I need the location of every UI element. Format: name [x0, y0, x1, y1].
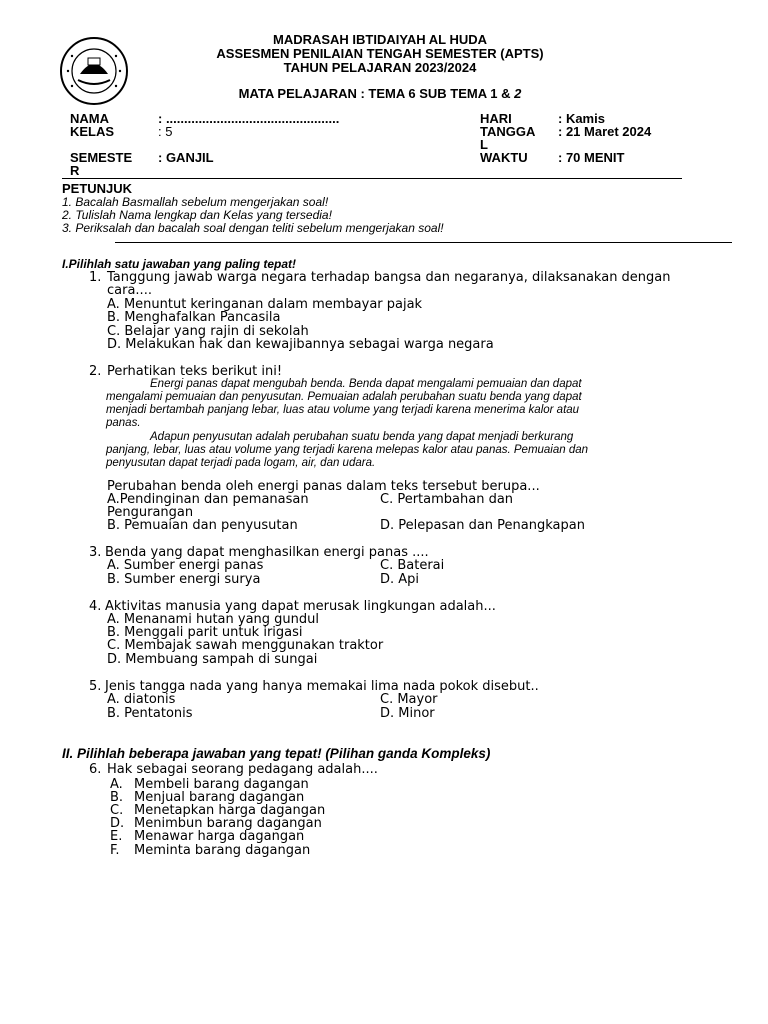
semester-label-wrap: R	[70, 163, 80, 178]
hari-value: : Kamis	[558, 111, 605, 126]
q5-option-c[interactable]: C. Mayor	[380, 692, 438, 707]
q5-option-d[interactable]: D. Minor	[380, 706, 435, 721]
q3-text: Benda yang dapat menghasilkan energi panas ....	[105, 545, 429, 560]
instructions-title: PETUNJUK	[62, 181, 133, 196]
instruction-item: 2. Tulislah Nama lengkap dan Kelas yang tersedia!	[62, 208, 332, 222]
q1-option-d[interactable]: D. Melakukan hak dan kewajibannya sebagai warga negara	[107, 337, 494, 352]
q3-option-c[interactable]: C. Baterai	[380, 558, 445, 573]
nama-field[interactable]: : ................................................	[158, 111, 340, 126]
q2-option-c[interactable]: C. Pertambahan dan	[380, 492, 514, 507]
q6-option-a[interactable]: A. Membeli barang dagangan	[110, 777, 309, 792]
hari-label: HARI	[480, 111, 512, 126]
q1-text: Tanggung jawab warga negara terhadap bangsa dan negaranya, dilaksanakan dengan	[107, 270, 671, 285]
waktu-label: WAKTU	[480, 150, 528, 165]
q3-number: 3.	[89, 545, 102, 560]
q2-option-a[interactable]: A.Pendinginan dan pemanasan	[107, 492, 309, 507]
q1-text-cont: cara....	[107, 283, 152, 298]
q5-text: Jenis tangga nada yang hanya memakai lima nada pokok disebut..	[105, 679, 539, 694]
q3-option-a[interactable]: A. Sumber energi panas	[107, 558, 264, 573]
tanggal-label: TANGGA	[480, 124, 536, 139]
q6-option-c[interactable]: C. Menetapkan harga dagangan	[110, 803, 326, 818]
q6-text: Hak sebagai seorang pedagang adalah....	[107, 762, 378, 777]
q2-passage-1: Energi panas dapat mengubah benda. Benda dapat mengalami pemuaian dan dapat mengalami pemuaian dan penyusutan. Pemuaian adalah perubahan suatu benda yang dapat menjadi bertambah panjang lebar, luas atau volume yang terjadi karena menerima kalor atau panas.	[106, 378, 582, 429]
q2-number: 2.	[89, 364, 102, 379]
q4-option-b[interactable]: B. Menggali parit untuk irigasi	[107, 625, 303, 640]
q2-text: Perhatikan teks berikut ini!	[107, 364, 283, 379]
q2-option-d[interactable]: D. Pelepasan dan Penangkapan	[380, 518, 585, 533]
q5-option-a[interactable]: A. diatonis	[107, 692, 176, 707]
q6-number: 6.	[89, 762, 102, 777]
q6-option-d[interactable]: D. Menimbun barang dagangan	[110, 816, 322, 831]
kelas-label: KELAS	[70, 124, 115, 139]
q2-option-b[interactable]: B. Pemuaian dan penyusutan	[107, 518, 298, 533]
tanggal-label-wrap: L	[480, 137, 488, 152]
section1-title: I.Pilihlah satu jawaban yang paling tepat!	[62, 257, 297, 271]
q3-option-b[interactable]: B. Sumber energi surya	[107, 572, 261, 587]
subject-title: MATA PELAJARAN : TEMA 6 SUB TEMA 1 & 2	[238, 86, 522, 101]
q6-option-f[interactable]: F. Meminta barang dagangan	[110, 843, 311, 858]
q4-number: 4.	[89, 599, 102, 614]
q4-text: Aktivitas manusia yang dapat merusak lingkungan adalah...	[105, 599, 496, 614]
instruction-item: 1. Bacalah Basmallah sebelum mengerjakan soal!	[62, 195, 329, 209]
q2-option-a-cont[interactable]: Pengurangan	[107, 505, 194, 520]
instructions-divider	[115, 242, 732, 243]
q4-option-a[interactable]: A. Menanami hutan yang gundul	[107, 612, 319, 627]
waktu-value: : 70 MENIT	[558, 150, 625, 165]
tanggal-value: : 21 Maret 2024	[558, 124, 652, 139]
nama-label: NAMA	[70, 111, 109, 126]
q4-option-c[interactable]: C. Membajak sawah menggunakan traktor	[107, 638, 384, 653]
semester-label: SEMESTE	[70, 150, 133, 165]
school-name: MADRASAH IBTIDAIYAH AL HUDA	[272, 32, 488, 47]
q1-number: 1.	[89, 270, 102, 285]
section2-title: II. Pilihlah beberapa jawaban yang tepat! (Pilihan ganda Kompleks)	[62, 746, 491, 761]
q6-option-e[interactable]: E. Menawar harga dagangan	[110, 829, 305, 844]
q1-option-c[interactable]: C. Belajar yang rajin di sekolah	[107, 324, 309, 339]
q3-option-d[interactable]: D. Api	[380, 572, 420, 587]
q1-option-b[interactable]: B. Menghafalkan Pancasila	[107, 310, 281, 325]
q6-option-b[interactable]: B. Menjual barang dagangan	[110, 790, 305, 805]
school-logo	[54, 36, 134, 106]
exam-title: ASSESMEN PENILAIAN TENGAH SEMESTER (APTS)	[216, 46, 544, 61]
academic-year: TAHUN PELAJARAN 2023/2024	[283, 60, 477, 75]
q5-number: 5.	[89, 679, 102, 694]
q5-option-b[interactable]: B. Pentatonis	[107, 706, 193, 721]
q4-option-d[interactable]: D. Membuang sampah di sungai	[107, 652, 318, 667]
instruction-item: 3. Periksalah dan bacalah soal dengan teliti sebelum mengerjakan soal!	[62, 221, 444, 235]
q1-option-a[interactable]: A. Menuntut keringanan dalam membayar pajak	[107, 297, 423, 312]
header-divider	[62, 178, 682, 179]
q2-question: Perubahan benda oleh energi panas dalam teks tersebut berupa...	[107, 479, 540, 494]
kelas-value: : 5	[158, 124, 173, 139]
semester-value: : GANJIL	[158, 150, 214, 165]
q2-passage-2: Adapun penyusutan adalah perubahan suatu benda yang dapat menjadi berkurang panjang, lebar, luas atau volume yang terjadi karena melepas kalor atau panas. Pemuaian dan penyusutan dapat terjadi pada logam, air, dan udara.	[106, 431, 589, 469]
